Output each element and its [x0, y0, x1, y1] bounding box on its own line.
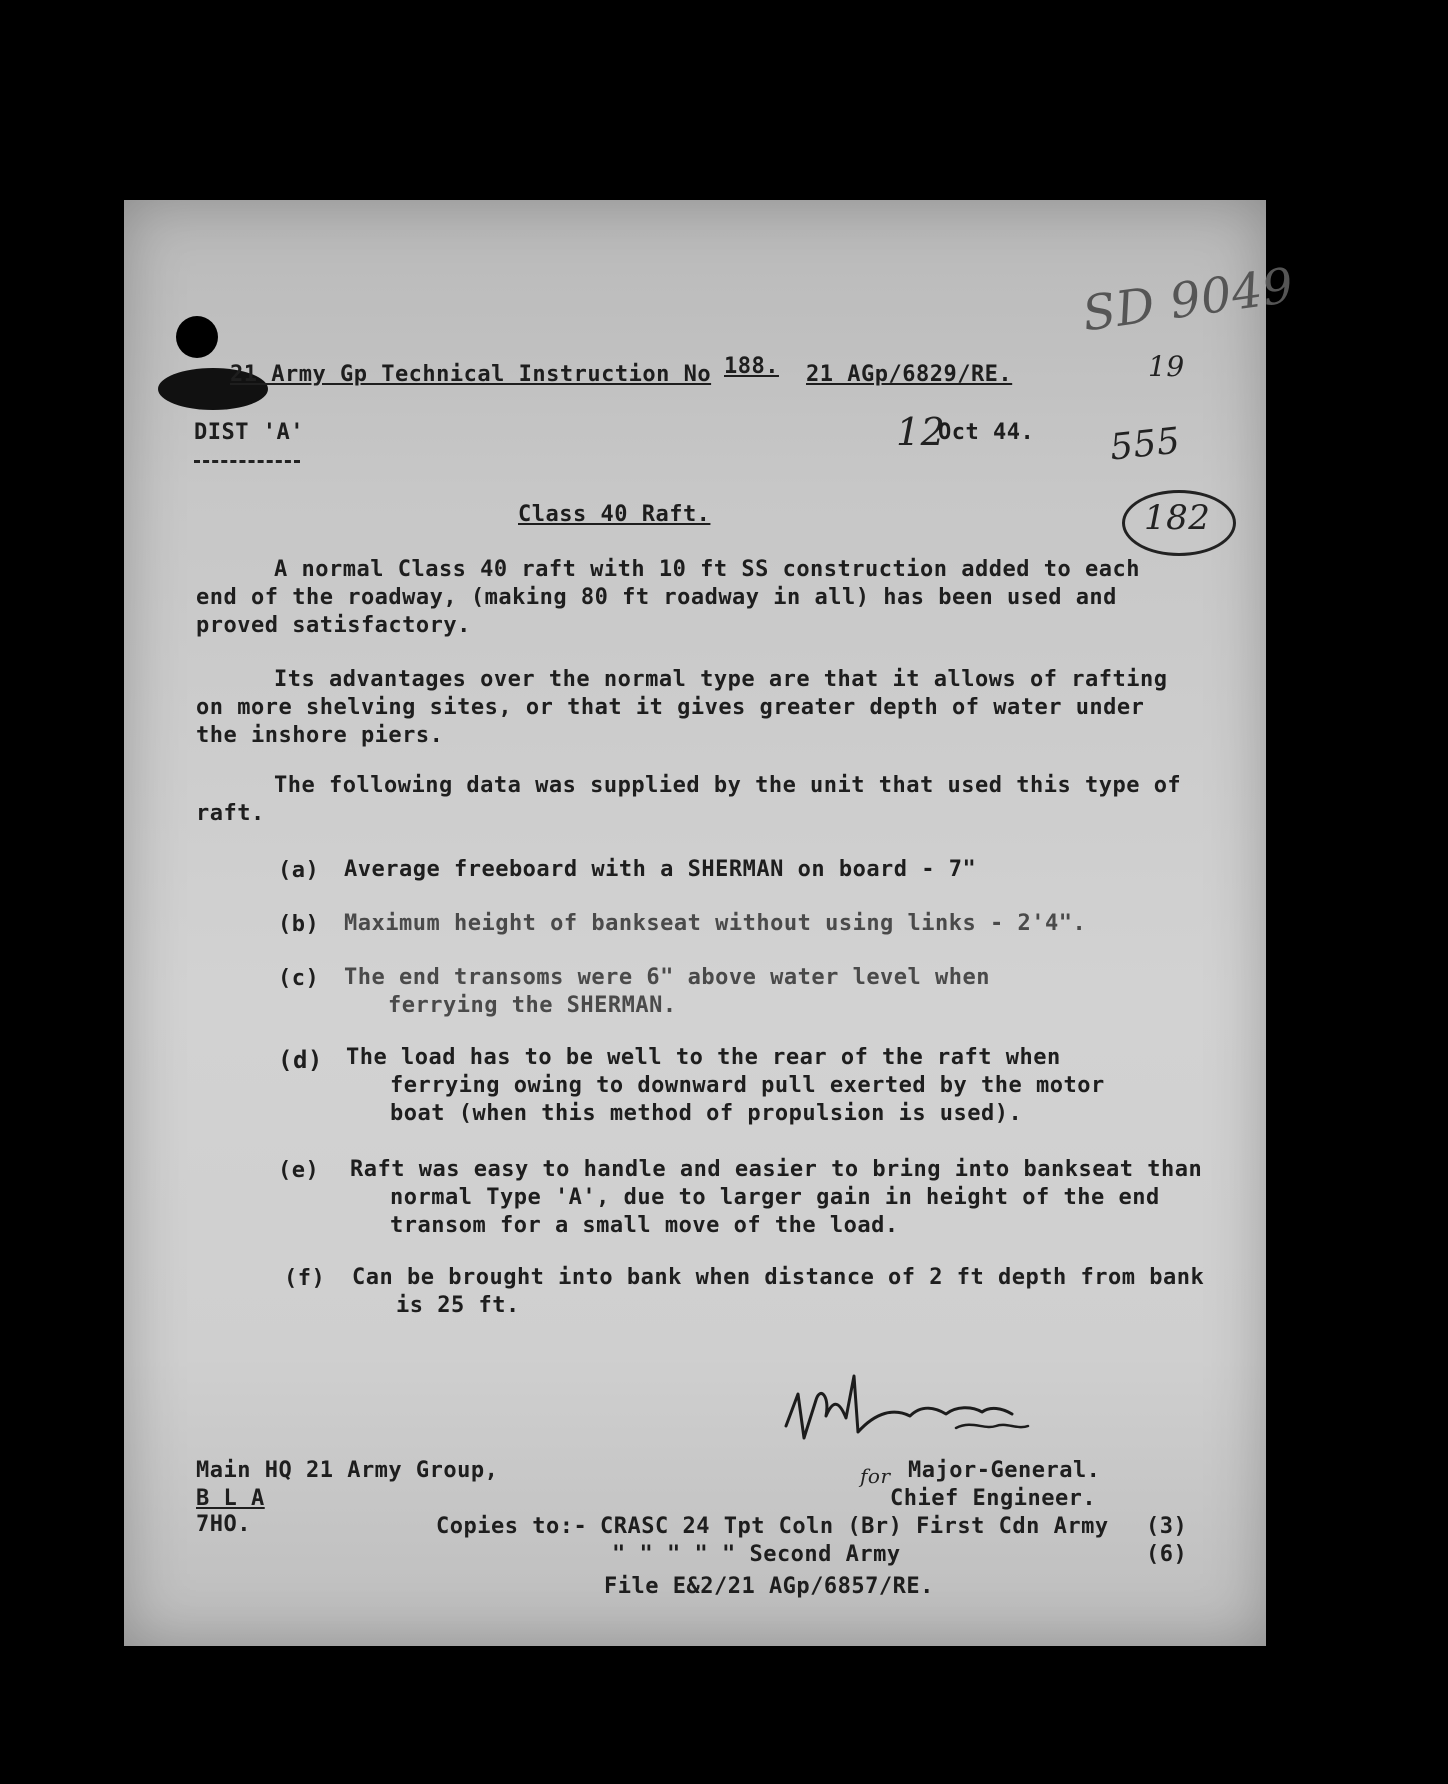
copies-count-1: (3) — [1146, 1514, 1188, 1539]
copies-count-2: (6) — [1146, 1542, 1188, 1567]
date-rest: Oct 44. — [938, 420, 1035, 445]
copies-line-1: CRASC 24 Tpt Coln (Br) First Cdn Army — [600, 1514, 1109, 1539]
item-a — [344, 856, 976, 884]
margin-scrawl: SD 9049 — [1079, 257, 1298, 343]
signatory-title: Chief Engineer. — [890, 1486, 1097, 1511]
item-line: is 25 ft. — [396, 1293, 520, 1318]
item-label-a: (a) — [278, 858, 320, 883]
reference-number: 21 AGp/6829/RE. — [806, 362, 1013, 387]
copies-line-2: " " " " " Second Army — [612, 1542, 901, 1567]
item-d — [346, 1044, 1105, 1128]
per-mark: for — [860, 1464, 891, 1488]
item-line: Can be brought into bank when distance of 2 ft depth from bank — [352, 1265, 1205, 1290]
paragraph-line: A normal Class 40 raft with 10 ft SS construction added to each — [274, 557, 1140, 582]
item-f — [352, 1264, 1204, 1320]
item-line: normal Type 'A', due to larger gain in height of the end — [390, 1185, 1160, 1210]
signatory-rank: Major-General. — [908, 1458, 1101, 1483]
item-line: boat (when this method of propulsion is used). — [390, 1101, 1023, 1126]
item-c — [344, 964, 990, 1020]
item-line: Average freeboard with a SHERMAN on board - 7" — [344, 857, 977, 882]
item-label-c: (c) — [278, 966, 320, 991]
ho-code: 7HO. — [196, 1512, 251, 1537]
paragraph-line: The following data was supplied by the unit that used this type of — [274, 773, 1182, 798]
item-label-b: (b) — [278, 912, 320, 937]
paragraph-line: the inshore piers. — [196, 723, 444, 748]
distribution-underline — [194, 460, 300, 463]
item-label-e: (e) — [278, 1158, 320, 1183]
file-reference: File E&2/21 AGp/6857/RE. — [604, 1574, 934, 1599]
paragraph-line: proved satisfactory. — [196, 613, 471, 638]
subject-heading: Class 40 Raft. — [518, 502, 711, 527]
item-label-f: (f) — [284, 1266, 326, 1291]
bla: B L A — [196, 1486, 265, 1511]
item-label-d: (d) — [278, 1046, 323, 1074]
item-line: Maximum height of bankseat without using links - 2'4". — [344, 911, 1087, 936]
distribution: DIST 'A' — [194, 420, 304, 445]
punch-hole — [176, 316, 218, 358]
paragraph-line: Its advantages over the normal type are that it allows of rafting — [274, 667, 1168, 692]
date-day: 12 — [896, 410, 946, 454]
item-line: transom for a small move of the load. — [390, 1213, 899, 1238]
item-line: The load has to be well to the rear of the raft when — [346, 1045, 1061, 1070]
hq-address: Main HQ 21 Army Group, — [196, 1458, 499, 1483]
item-e — [350, 1156, 1202, 1240]
folio-circled: 182 — [1144, 498, 1211, 538]
signature — [776, 1356, 1076, 1452]
paragraph-2 — [196, 666, 1167, 750]
folio-mid: 555 — [1108, 420, 1183, 469]
item-line: ferrying the SHERMAN. — [388, 993, 677, 1018]
paragraph-line: end of the roadway, (making 80 ft roadway in all) has been used and — [196, 585, 1117, 610]
paragraph-line: raft. — [196, 801, 265, 826]
paragraph-1 — [196, 556, 1140, 640]
item-line: The end transoms were 6" above water level when — [344, 965, 991, 990]
folio-top: 19 — [1148, 350, 1185, 383]
paragraph-line: on more shelving sites, or that it gives greater depth of water under — [196, 695, 1145, 720]
item-line: ferrying owing to downward pull exerted by the motor — [390, 1073, 1105, 1098]
item-line: Raft was easy to handle and easier to bring into bankseat than — [350, 1157, 1203, 1182]
instruction-number: 188. — [724, 354, 779, 379]
paragraph-3 — [196, 772, 1181, 828]
instruction-title: 21 Army Gp Technical Instruction No — [230, 362, 712, 387]
copies-label: Copies to:- — [436, 1514, 588, 1539]
item-b — [344, 910, 1086, 938]
